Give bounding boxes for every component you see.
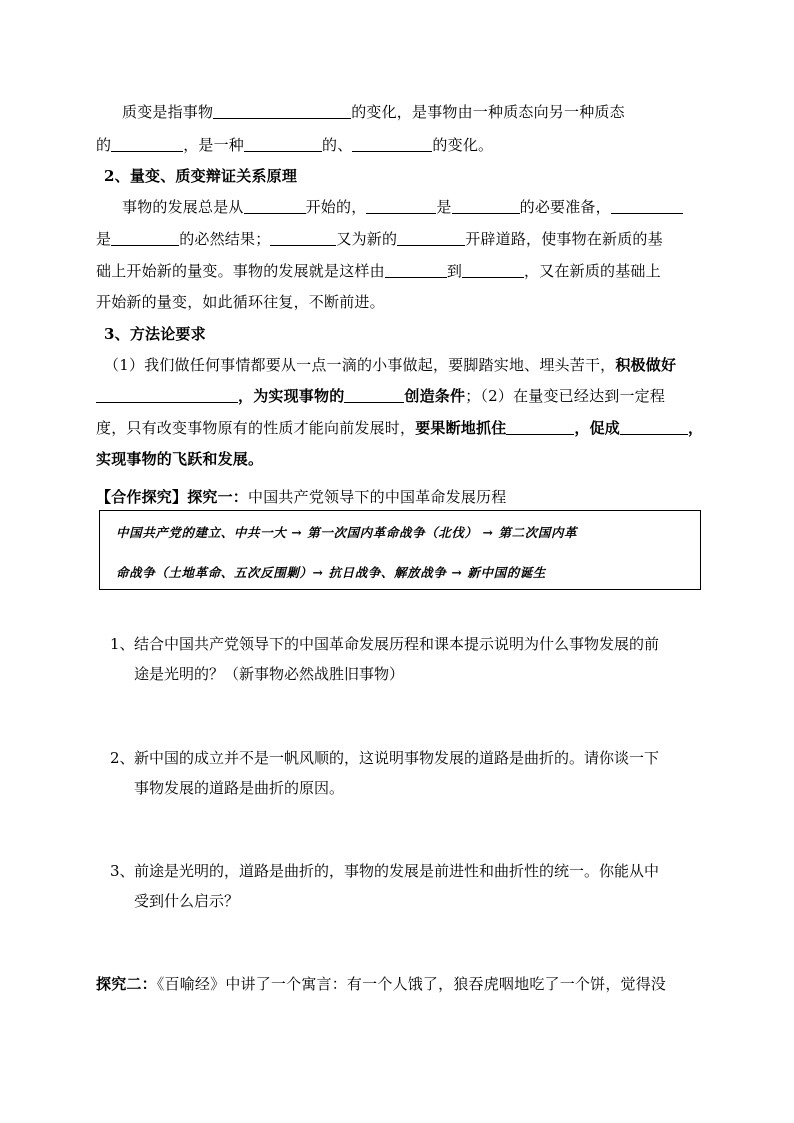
qualitative-line-1: 质变是指事物 的变化，是事物由一种质态向另一种质态 (122, 103, 625, 121)
question-3-line-2: 受到什么启示？ (134, 892, 240, 910)
history-box-line-1: 中国共产党的建立、中共一大 → 第一次国内革命战争（北伐） → 第二次国内革 (116, 525, 578, 540)
blank[interactable] (111, 230, 179, 246)
blank[interactable] (452, 198, 520, 214)
section2-heading: 2、量变、质变辩证关系原理 (104, 167, 298, 185)
section3-line-2: ，为实现事物的 创造条件；（2）在量变已经达到一定程 (96, 386, 665, 406)
question-3-line-1: 前途是光明的，道路是曲折的，事物的发展是前进性和曲折性的统一。你能从中 (134, 862, 660, 880)
blank[interactable] (366, 198, 436, 214)
history-box-line-2: 命战争（土地革命、五次反围剿）→ 抗日战争、解放战争 → 新中国的诞生 (116, 565, 547, 580)
blank[interactable] (213, 103, 351, 119)
section3-line-3: 度，只有改变事物原有的性质才能向前发展时，要果断地抓住 ，促成 ， (96, 419, 704, 437)
blank[interactable] (611, 198, 683, 214)
section2-line-2: 是 的必然结果； 又为新的 开辟道路，使事物在新质的基 (96, 230, 663, 248)
question-2-number: 2、 (110, 749, 135, 767)
blank[interactable] (620, 419, 688, 435)
blank[interactable] (385, 262, 447, 278)
question-3-number: 3、 (110, 862, 135, 880)
blank[interactable] (244, 198, 306, 214)
blank[interactable] (506, 419, 574, 435)
question-1-line-1: 结合中国共产党领导下的中国革命发展历程和课本提示说明为什么事物发展的前 (134, 635, 660, 653)
explore1-heading: 【合作探究】探究一：中国共产党领导下的中国革命发展历程 (96, 488, 507, 506)
section3-heading: 3、方法论要求 (104, 325, 206, 343)
question-1-line-2: 途是光明的？（新事物必然战胜旧事物） (134, 665, 405, 683)
section2-line-4: 开始新的量变，如此循环往复，不断前进。 (96, 293, 385, 311)
explore2-line: 探究二：《百喻经》中讲了一个寓言：有一个人饿了，狼吞虎咽地吃了一个饼，觉得没 (96, 975, 667, 993)
blank[interactable] (462, 262, 524, 278)
section2-line-3: 础上开始新的量变。事物的发展就是这样由 到 ，又在新质的基础上 (96, 262, 661, 280)
section2-line-1: 事物的发展总是从 开始的， 是 的必要准备， (122, 197, 683, 217)
section3-line-4: 实现事物的飞跃和发展。 (96, 450, 264, 468)
blank[interactable] (96, 387, 238, 403)
section3-line-1: （1）我们做任何事情都要从一点一滴的小事做起，要脚踏实地、埋头苦干，积极做好 (104, 356, 677, 374)
blank[interactable] (111, 136, 183, 152)
question-2-line-1: 新中国的成立并不是一帆风顺的，这说明事物发展的道路是曲折的。请你谈一下 (134, 749, 660, 767)
qualitative-line-2: 的 ，是一种 的、 的变化。 (96, 136, 494, 154)
blank[interactable] (352, 136, 432, 152)
question-1-number: 1、 (110, 635, 135, 653)
blank[interactable] (270, 230, 336, 246)
blank[interactable] (397, 230, 465, 246)
question-2-line-2: 事物发展的道路是曲折的原因。 (134, 779, 345, 797)
blank[interactable] (244, 136, 322, 152)
blank[interactable] (344, 387, 404, 403)
history-box (99, 510, 701, 590)
